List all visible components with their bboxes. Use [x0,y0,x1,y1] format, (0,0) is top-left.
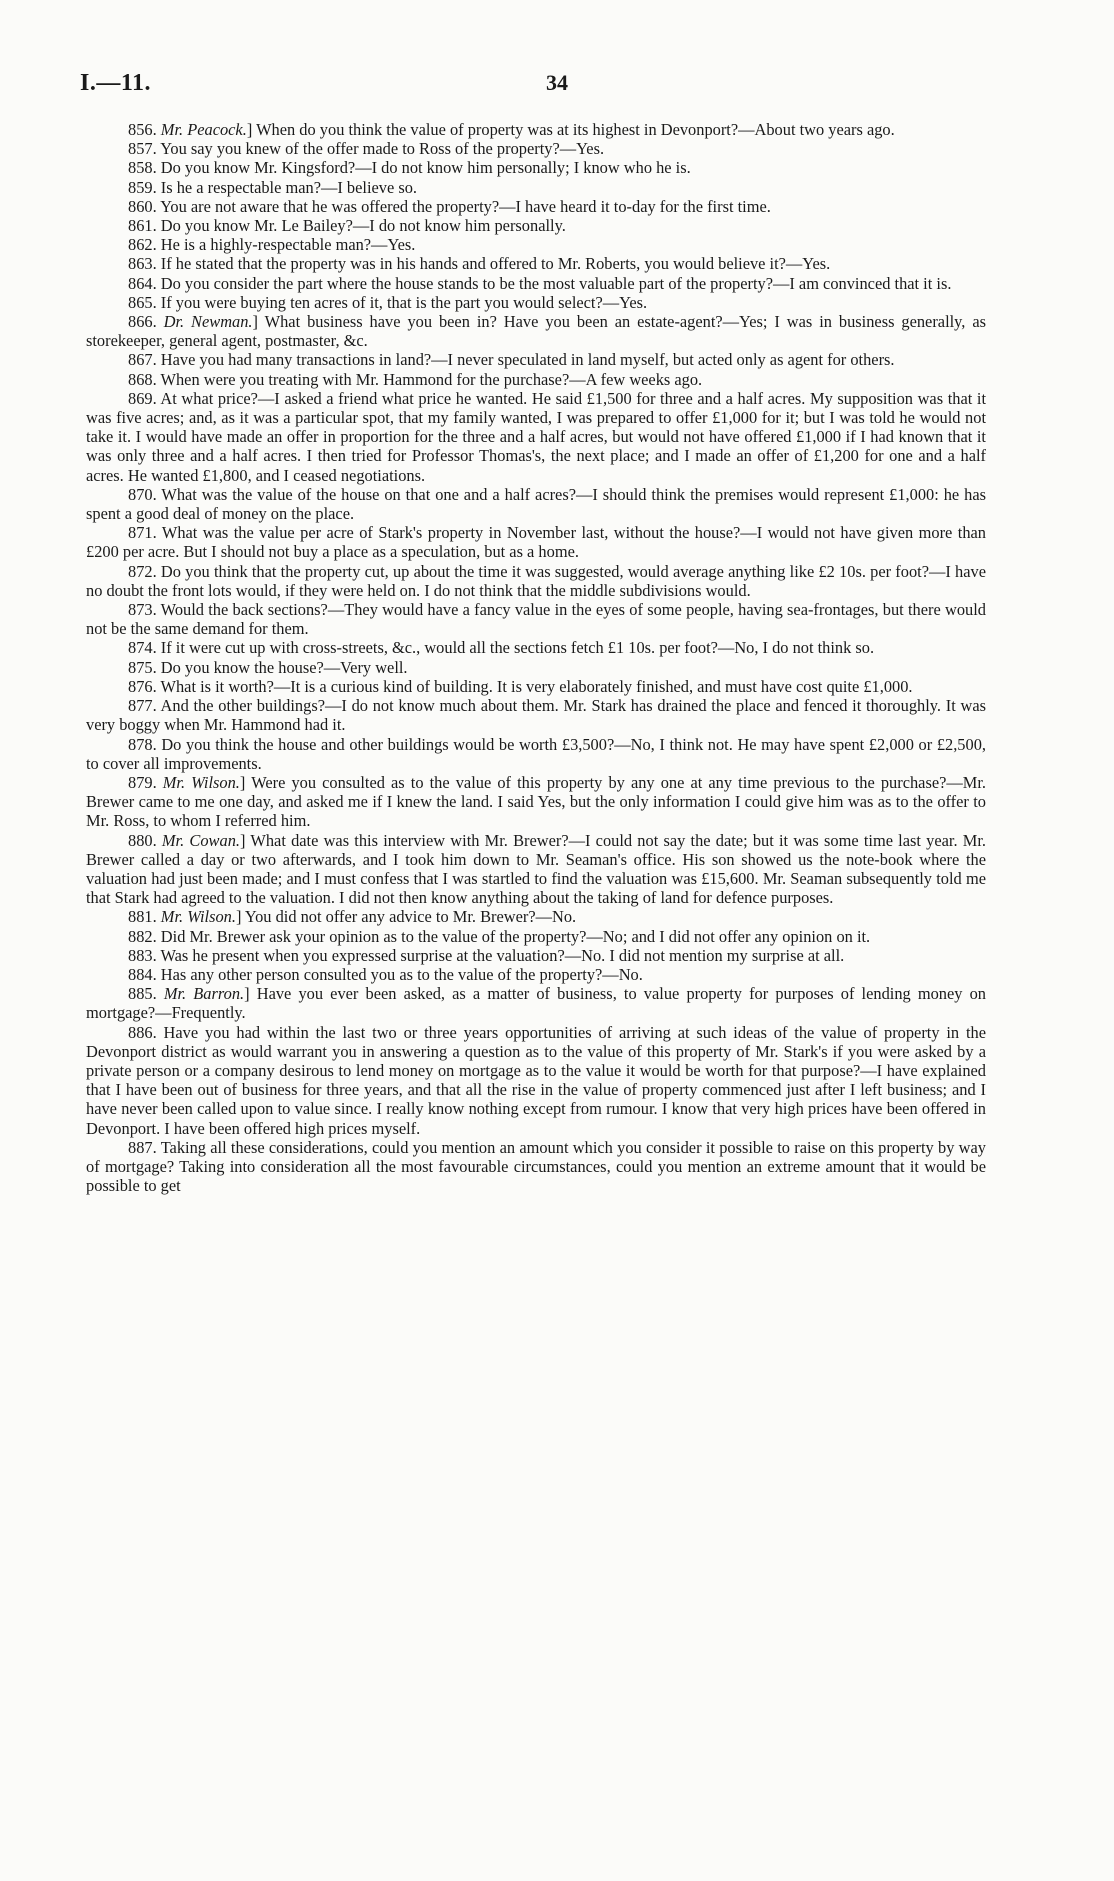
question-text: Have you ever been asked, as a matter of business, to value property for purposes of lending money on mortgage?—Frequently. [86,984,986,1023]
question-paragraph [86,350,986,369]
question-text: What business have you been in? Have you been an estate-agent?—Yes; I was in business generally, as storekeeper, general agent, postmaster, &c. [86,312,986,351]
question-number: 871. [128,523,157,543]
question-text: Have you had within the last two or three years opportunities of arriving at such ideas of the value of property in the Devonport district as would warrant you in answering a question as to the value of this property of Mr. Stark's if you were asked by a private person or a company desirous to lend money on mortgage as to the value it would be worth for that purpose?—I have explained that I have been out of business for three years, and that all the rise in the value of property commenced just after I left business; and I have never been called upon to value since. I really know nothing except from rumour. I know that very high prices have been offered in Devonport. I have been offered high prices myself. [86,1022,986,1138]
question-number: 877. [128,696,157,716]
speaker-name: Mr. Wilson. [160,907,236,927]
question-number: 870. [128,484,157,504]
question-text: Do you consider the part where the house stands to be the most valuable part of the property?—I am convinced that it is. [160,273,952,293]
question-text: You are not aware that he was offered the property?—I have heard it to-day for the first time. [160,196,771,216]
question-number: 882. [128,926,157,946]
question-paragraph [86,178,986,197]
question-number: 867. [128,350,157,370]
question-text: Do you think the house and other buildings would be worth £3,500?—No, I think not. He may have spent £2,000 or £2,500, to cover all improvements. [86,734,986,773]
question-text: Do you know the house?—Very well. [160,657,408,677]
question-text: Were you consulted as to the value of this property by any one at any time previous to the purchase?—Mr. Brewer came to me one day, and asked me if I knew the land. I said Yes, but the only information I could give him was as to the offer to Mr. Ross, to whom I referred him. [86,772,986,831]
question-number: 880. [128,830,157,850]
question-number: 864. [128,273,157,293]
question-paragraph [86,235,986,254]
question-number: 868. [128,369,157,389]
question-paragraph [86,254,986,273]
page-header [80,70,1034,104]
question-text: Would the back sections?—They would have a fancy value in the eyes of some people, having sea-frontages, but there would not be the same demand for them. [86,600,986,639]
question-text: Do you know Mr. Le Bailey?—I do not know him personally. [160,216,566,236]
question-paragraph [86,274,986,293]
question-number: 866. [128,312,157,332]
question-number: 876. [128,676,157,696]
question-text: Do you know Mr. Kingsford?—I do not know him personally; I know who he is. [160,158,691,178]
question-paragraph: 856. Mr. Peacock.] When do you think the value of property was at its highest in Devonport?—About two years ago. [128,120,895,139]
question-text: What was the value per acre of Stark's property in November last, without the house?—I would not have given more than £200 per acre. But I should not buy a place as a speculation, but as a home. [86,523,986,562]
question-number: 883. [128,945,157,965]
question-text: What was the value of the house on that one and a half acres?—I should think the premises would represent £1,000: he has spent a good deal of money on the place. [86,484,986,524]
speaker-name: Dr. Newman. [163,312,253,332]
question-paragraph: 880. Mr. Cowan.] What date was this interview with Mr. Brewer?—I could not say the date; but it was some time last year. Mr. Brewer called a day or two afterwards, and I took him down to Mr. Seaman's office. His son showed us the note-book where the valuation had just been made; and I must confess that I was startled to find the valuation was £15,600. Mr. Seaman subsequently told me that Stark had agreed to the valuation. I did not then know anything about the taking of land for defence purposes. [86,830,986,908]
question-text: What is it worth?—It is a curious kind of building. It is very elaborately finished, and must have cost quite £1,000. [160,676,913,696]
question-paragraph [86,485,986,523]
question-number: 860. [128,196,157,216]
speaker-name: Mr. Cowan. [161,830,240,850]
speaker-name: Mr. Peacock. [160,120,247,139]
question-text: Do you think that the property cut, up about the time it was suggested, would average anything like £2 10s. per foot?—I have no doubt the front lots would, if they were held on. I do not think that the middle subdivisions would. [86,561,986,600]
question-paragraph [86,1138,986,1196]
question-paragraph: 879. Mr. Wilson.] Were you consulted as to the value of this property by any one at any time previous to the purchase?—Mr. Brewer came to me one day, and asked me if I knew the land. I said Yes, but the only information I could give him was as to the offer to Mr. Ross, to whom I referred him. [86,772,986,831]
question-number: 872. [128,561,157,581]
question-paragraph [86,696,986,734]
question-paragraph [86,139,986,158]
question-text: Is he a respectable man?—I believe so. [160,177,418,197]
question-number: 874. [128,638,157,658]
question-paragraph [86,965,986,984]
question-paragraph [86,523,986,561]
question-number: 856. [128,120,157,139]
question-number: 873. [128,600,157,620]
question-paragraph [86,293,986,312]
question-text: If you were buying ten acres of it, that is the part you would select?—Yes. [160,292,648,312]
question-number: 878. [128,734,157,754]
question-paragraph: 885. Mr. Barron.] Have you ever been asked, as a matter of business, to value property for purposes of lending money on mortgage?—Frequently. [86,984,986,1023]
question-text: If it were cut up with cross-streets, &c., would all the sections fetch £1 10s. per foot?—No, I do not think so. [160,638,875,658]
document-reference: I.—11. [80,70,152,96]
question-number: 863. [128,254,157,274]
question-paragraph [86,658,986,677]
question-number: 881. [128,907,157,927]
question-text: When were you treating with Mr. Hammond for the purchase?—A few weeks ago. [160,369,703,389]
question-paragraph [86,927,986,946]
question-text: What date was this interview with Mr. Brewer?—I could not say the date; but it was some time last year. Mr. Brewer called a day or two afterwards, and I took him down to Mr. Seaman's office. His son showed us the note-book where the valuation had just been made; and I must confess that I was startled to find the valuation was £15,600. Mr. Seaman subsequently told me that Stark had agreed to the valuation. I did not then know anything about the taking of land for defence purposes. [86,830,986,908]
question-number: 859. [128,177,157,197]
question-text: Has any other person consulted you as to the value of the property?—No. [160,964,643,984]
question-text: He is a highly-respectable man?—Yes. [160,235,416,255]
question-paragraph [86,158,986,177]
question-number: 857. [128,139,157,159]
question-paragraph [86,216,986,235]
speaker-name: Mr. Wilson. [162,772,240,792]
question-paragraph [86,389,986,485]
question-number: 861. [128,216,157,236]
question-number: 887. [128,1137,157,1157]
question-paragraph [86,1023,986,1138]
question-paragraph [86,946,986,965]
question-paragraph [86,562,986,600]
question-paragraph [86,370,986,389]
question-number: 875. [128,657,157,677]
question-number: 884. [128,964,157,984]
speaker-name: Mr. Barron. [163,984,245,1004]
question-number: 865. [128,292,157,312]
question-number: 858. [128,158,157,178]
question-number: 869. [128,388,157,408]
question-text: Did Mr. Brewer ask your opinion as to the value of the property?—No; and I did not offer any opinion on it. [160,926,871,946]
question-text: At what price?—I asked a friend what price he wanted. He said £1,500 for three and a half acres. My supposition was that it was five acres; and, as it was a particular spot, that my family wanted, I was prepared to offer £1,000 for it; but I was told he would not take it. I would have made an offer in proportion for the three and a half acres, but would not have offered £1,000 if I had known that it was only three and a half acres. I then tried for Professor Thomas's, the next place; and I made an offer of £1,200 for one and a half acres. He wanted £1,800, and I ceased negotiations. [86,388,986,485]
question-paragraph [86,600,986,638]
question-text: Have you had many transactions in land?—I never speculated in land myself, but acted only as agent for others. [160,350,895,370]
question-paragraph [86,638,986,657]
question-text: You did not offer any advice to Mr. Brewer?—No. [244,907,577,927]
question-number: 879. [128,772,157,792]
page-number: 34 [546,70,568,95]
question-paragraph [86,677,986,696]
question-text: Taking all these considerations, could you mention an amount which you consider it possible to raise on this property by way of mortgage? Taking into consideration all the most favourable circumstances, could you mention an extreme amount that it would be possible to get [86,1137,986,1196]
question-text: If he stated that the property was in his hands and offered to Mr. Roberts, you would believe it?—Yes. [160,254,831,274]
question-number: 862. [128,235,157,255]
question-paragraph: 866. Dr. Newman.] What business have you been in? Have you been an estate-agent?—Yes; I was in business generally, as storekeeper, general agent, postmaster, &c. [86,312,986,351]
question-paragraph [86,197,986,216]
question-paragraph [86,735,986,773]
question-text: Was he present when you expressed surprise at the valuation?—No. I did not mention my surprise at all. [160,945,845,965]
question-paragraph: 881. Mr. Wilson.] You did not offer any advice to Mr. Brewer?—No. [128,907,577,927]
question-number: 885. [128,984,157,1004]
document-body [86,120,986,1195]
question-text: When do you think the value of property was at its highest in Devonport?—About two years ago. [256,120,895,139]
question-text: You say you knew of the offer made to Ross of the property?—Yes. [160,139,605,159]
question-number: 886. [128,1022,157,1042]
question-text: And the other buildings?—I do not know much about them. Mr. Stark has drained the place and fenced it thoroughly. It was very boggy when Mr. Hammond had it. [86,696,986,735]
